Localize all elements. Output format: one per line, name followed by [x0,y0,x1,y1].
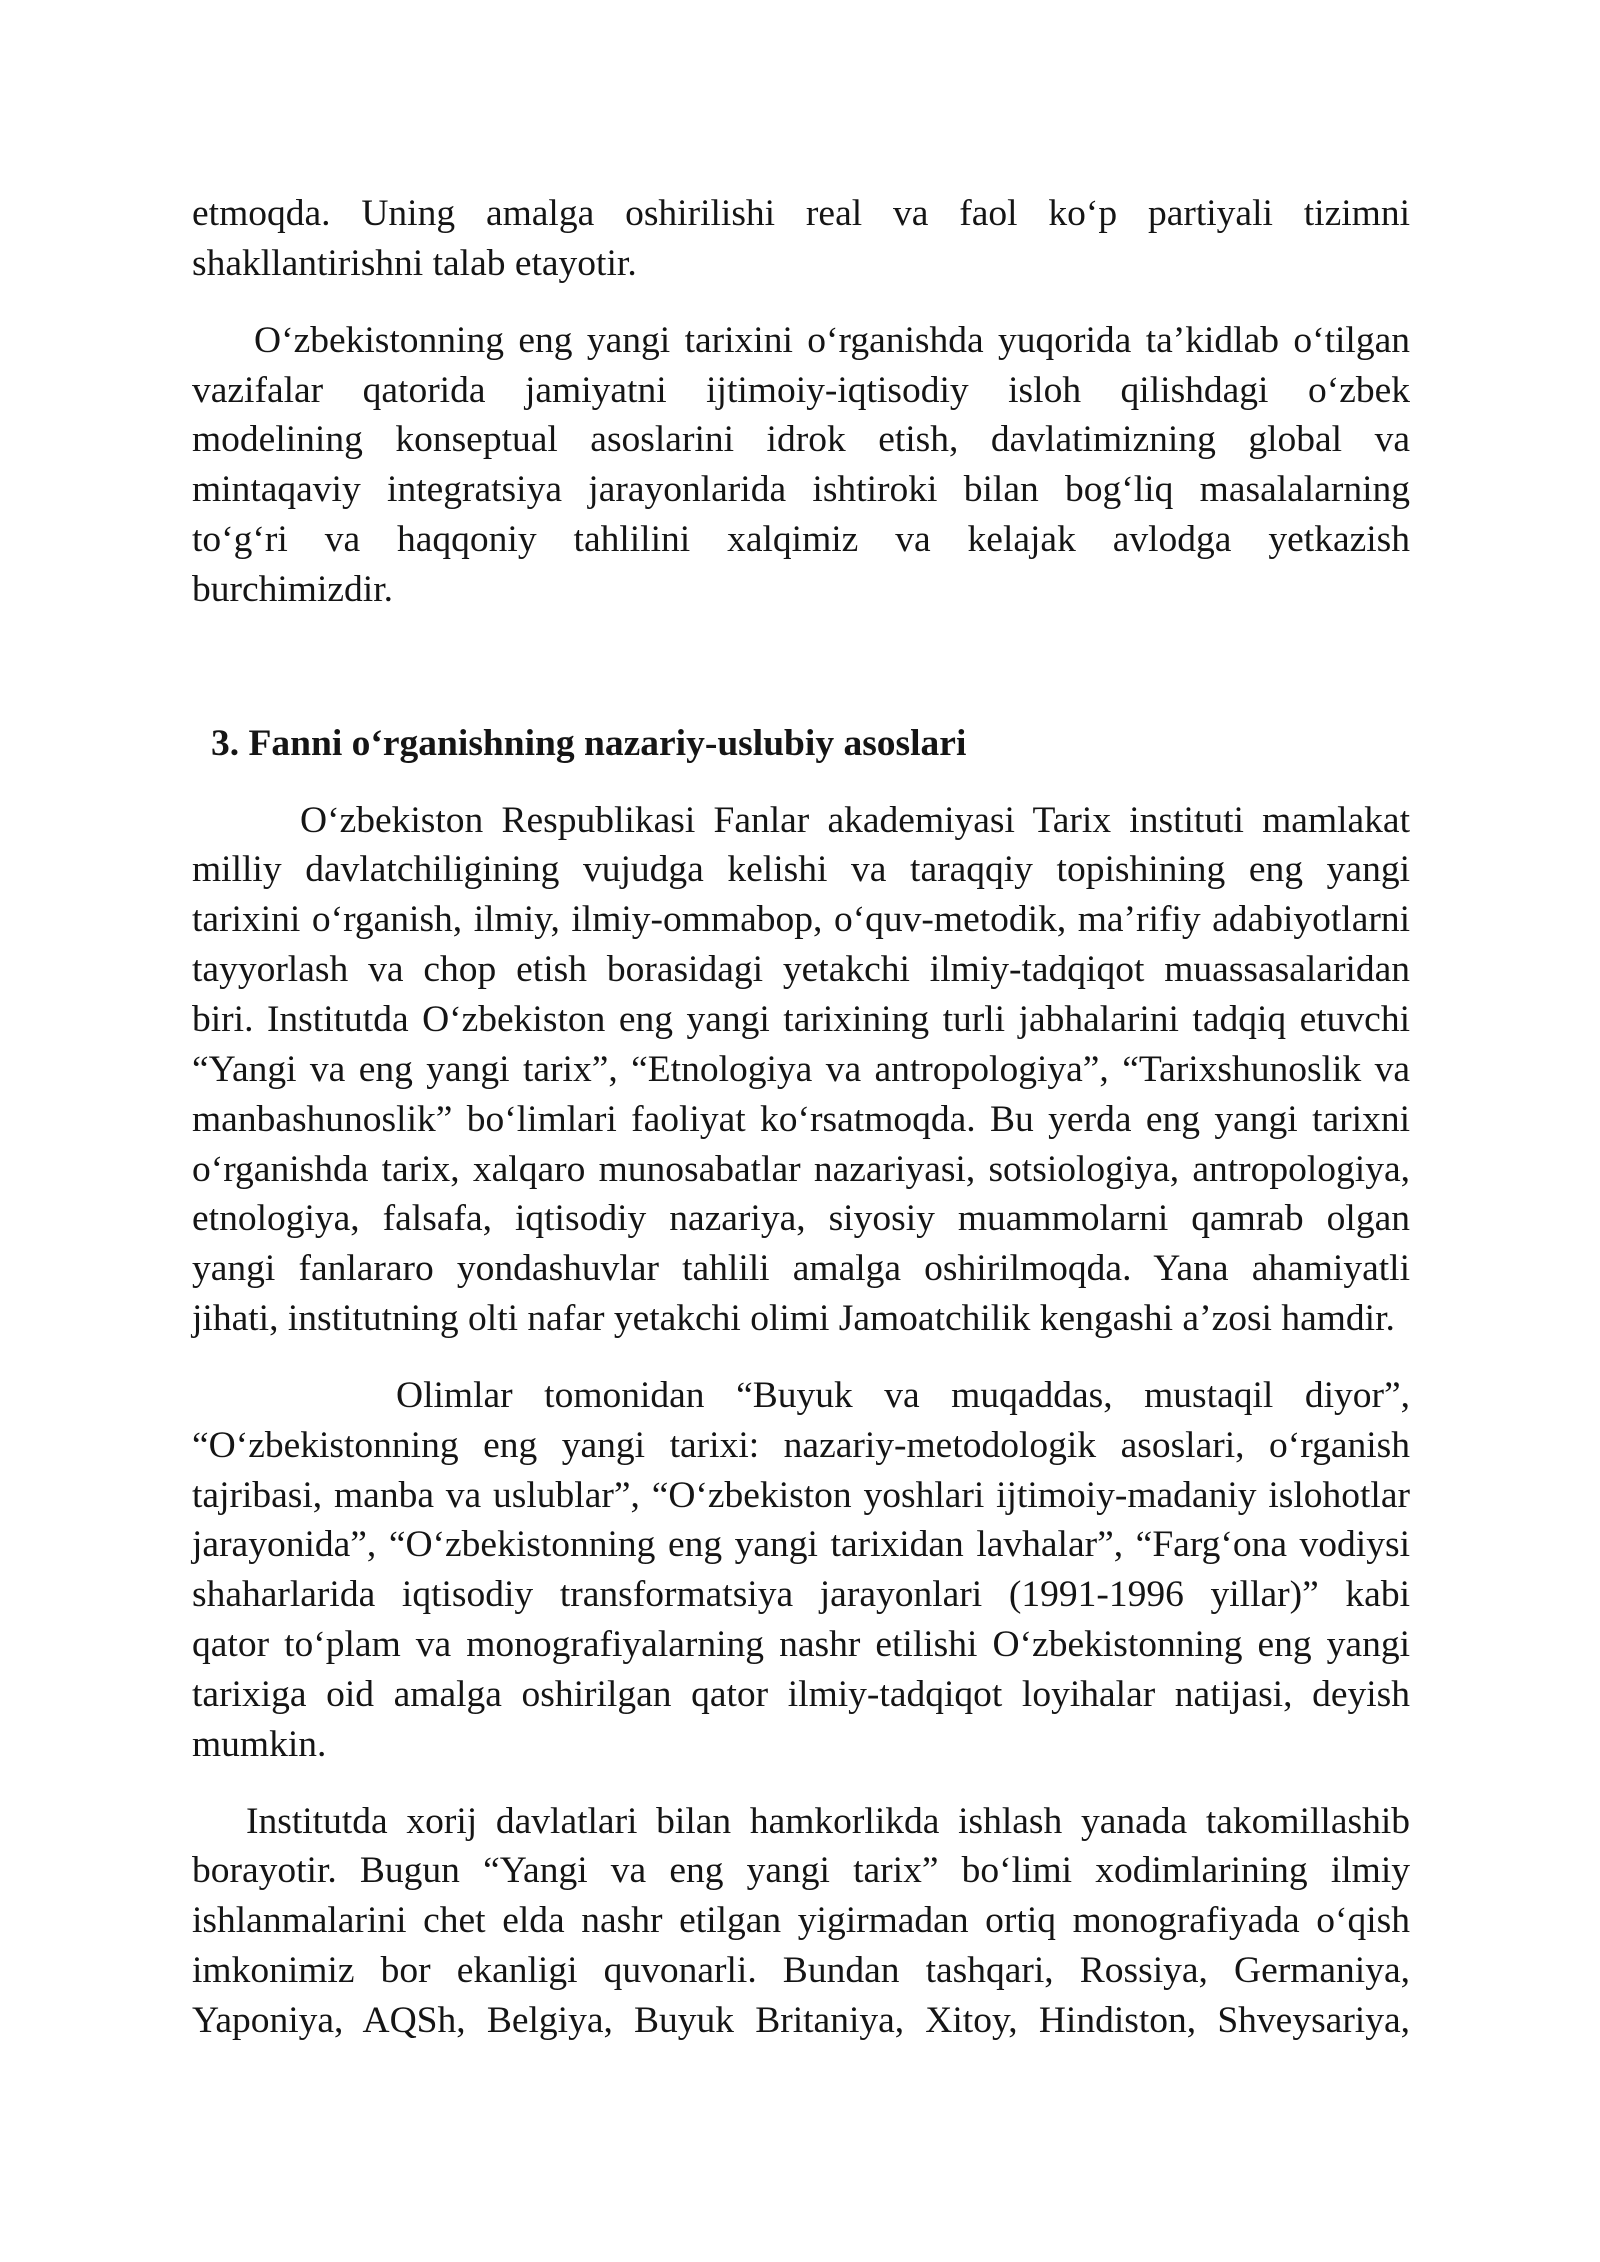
text-line: mintaqaviy integratsiya jarayonlarida ishtiroki bilan bog‘liq masalalarning [192,469,1410,511]
text-line: Institutda xorij davlatlari bilan hamkorlikda ishlash yanada takomillashib [246,1800,1410,1842]
text-line: manbashunoslik” bo‘limlari faoliyat ko‘rsatmoqda. Bu yerda eng yangi tarixni [192,1098,1410,1140]
paragraph-2 [192,316,1410,615]
text-line: jarayonida”, “O‘zbekistonning eng yangi tarixidan lavhalar”, “Farg‘ona vodiysi [192,1524,1410,1566]
text-line: O‘zbekistonning eng yangi tarixini o‘rganishda yuqorida ta’kidlab o‘tilgan [254,319,1410,361]
text-line: “O‘zbekistonning eng yangi tarixi: nazariy-metodologik asoslari, o‘rganish [192,1424,1410,1466]
text-line: Olimlar tomonidan “Buyuk va muqaddas, mustaqil diyor”, [396,1374,1410,1416]
text-line: shakllantirishni talab etayotir. [192,242,637,284]
text-line: qator to‘plam va monografiyalarning nashr etilishi O‘zbekistonning eng yangi [192,1624,1410,1666]
text-line: borayotir. Bugun “Yangi va eng yangi tarix” bo‘limi xodimlarining ilmiy [192,1850,1410,1892]
paragraph-1 [192,189,1410,289]
text-line: o‘rganishda tarix, xalqaro munosabatlar nazariyasi, sotsiologiya, antropologiya, [192,1148,1410,1190]
text-line: tarixini o‘rganish, ilmiy, ilmiy-ommabop, o‘quv-metodik, ma’rifiy adabiyotlarni [192,899,1410,941]
text-line: modelining konseptual asoslarini idrok etish, davlatimizning global va [192,419,1410,461]
text-line: tarixiga oid amalga oshirilgan qator ilmiy-tadqiqot loyihalar natijasi, deyish [192,1673,1410,1715]
paragraph-4 [192,1371,1410,1770]
paragraph-5 [192,1797,1410,2046]
text-line: etmoqda. Uning amalga oshirilishi real va faol ko‘p partiyali tizimni [192,193,1410,234]
text-line: tajribasi, manba va uslublar”, “O‘zbekiston yoshlari ijtimoiy-madaniy islohotlar [192,1474,1410,1516]
paragraph-3 [192,796,1410,1344]
text-line: vazifalar qatorida jamiyatni ijtimoiy-iqtisodiy isloh qilishdagi o‘zbek [192,369,1410,411]
text-line: Yaponiya, AQSh, Belgiya, Buyuk Britaniya, Xitoy, Hindiston, Shveysariya, [192,2000,1410,2041]
text-line: ishlanmalarini chet elda nashr etilgan yigirmadan ortiq monografiyada o‘qish [192,1900,1410,1942]
text-line: etnologiya, falsafa, iqtisodiy nazariya, siyosiy muammolarni qamrab olgan [192,1198,1410,1240]
text-line: to‘g‘ri va haqqoniy tahlilini xalqimiz va kelajak avlodga yetkazish [192,519,1410,561]
text-line: imkonimiz bor ekanligi quvonarli. Bundan tashqari, Rossiya, Germaniya, [192,1950,1410,1992]
text-line: mumkin. [192,1723,327,1765]
text-line: shaharlarida iqtisodiy transformatsiya jarayonlari (1991-1996 yillar)” kabi [192,1574,1410,1616]
section-heading: 3. Fanni o‘rganishning nazariy-uslubiy asoslari [211,722,967,764]
text-line: burchimizdir. [192,568,393,610]
text-line: biri. Institutda O‘zbekiston eng yangi tarixining turli jabhalarini tadqiq etuvchi [192,998,1410,1040]
text-line: O‘zbekiston Respublikasi Fanlar akademiyasi Tarix instituti mamlakat [300,799,1410,841]
text-line: tayyorlash va chop etish borasidagi yetakchi ilmiy-tadqiqot muassasalaridan [192,949,1410,991]
text-line: “Yangi va eng yangi tarix”, “Etnologiya va antropologiya”, “Tarixshunoslik va [192,1048,1410,1090]
text-line: milliy davlatchiligining vujudga kelishi va taraqqiy topishining eng yangi [192,849,1410,891]
text-line: jihati, institutning olti nafar yetakchi olimi Jamoatchilik kengashi a’zosi hamdir. [192,1298,1395,1340]
text-line: yangi fanlararo yondashuvlar tahlili amalga oshirilmoqda. Yana ahamiyatli [192,1248,1410,1290]
